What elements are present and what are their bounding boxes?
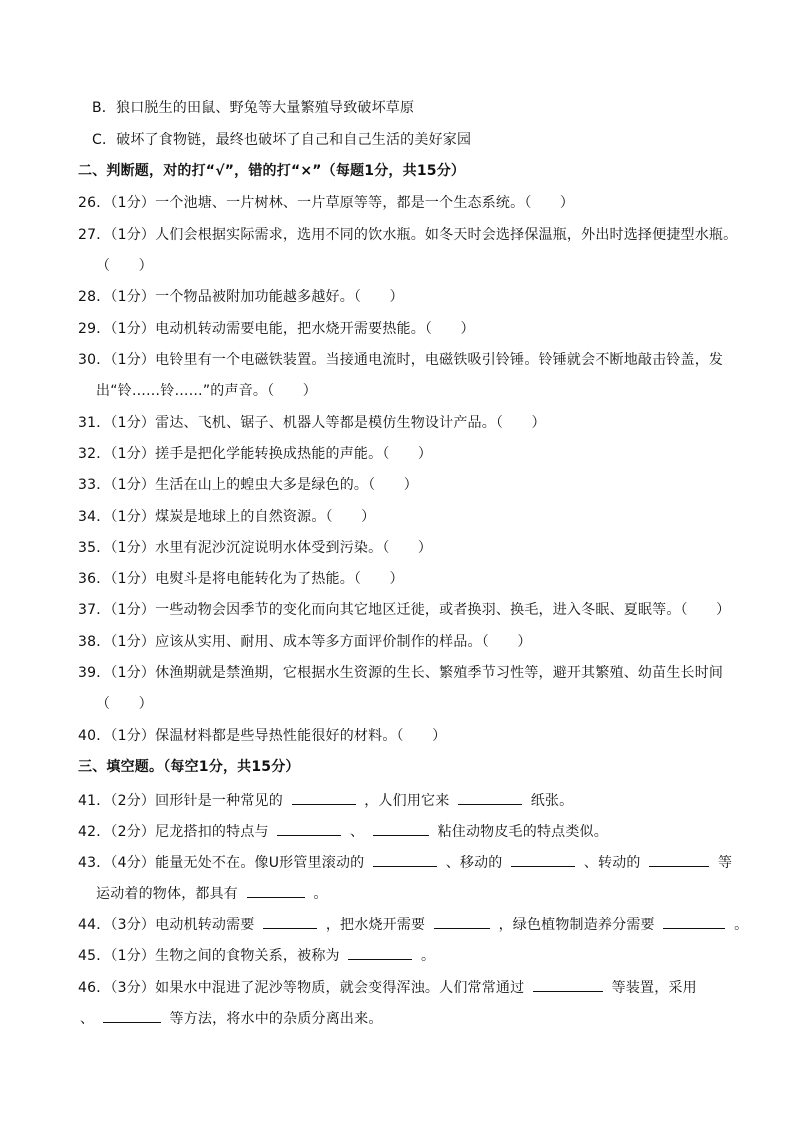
q46-text-4: 等方法，将水中的杂质分离出来。: [169, 1011, 383, 1027]
question-46: [78, 977, 697, 997]
q41-text-3: 纸张。: [530, 793, 574, 809]
q44-text-4: 。: [734, 917, 749, 933]
q45-text-1: 45．（1分）生物之间的食物关系，被称为: [78, 948, 340, 964]
q43-text-1: 43．（4分）能量无处不在。像U形管里滚动的: [78, 855, 365, 871]
question-33: 33．（1分）生活在山上的蝗虫大多是绿色的。（ ）: [78, 477, 418, 493]
question-39-paren: （ ）: [96, 696, 153, 712]
question-41: [78, 790, 573, 810]
question-31: 31．（1分）雷达、飞机、锯子、机器人等都是模仿生物设计产品。（ ）: [78, 415, 546, 431]
question-26: 26．（1分）一个池塘、一片树林、一片草原等等，都是一个生态系统。（ ）: [78, 195, 575, 211]
answer-blank[interactable]: [458, 790, 522, 805]
q43-text-6: 。: [313, 886, 328, 902]
question-28: 28．（1分）一个物品被附加功能越多越好。（ ）: [78, 289, 404, 305]
q42-text-3: 粘住动物皮毛的特点类似。: [437, 824, 608, 840]
question-39: 39．（1分）休渔期就是禁渔期，它根据水生资源的生长、繁殖季节习性等，避开其繁殖、幼苗生长时间: [78, 665, 724, 681]
question-43-cont: [96, 883, 328, 903]
question-38: 38．（1分）应该从实用、耐用、成本等多方面评价制作的样品。（ ）: [78, 634, 532, 650]
q43-text-2: 、移动的: [445, 855, 503, 871]
q43-text-5: 运动着的物体，都具有: [96, 886, 238, 902]
answer-blank[interactable]: [247, 883, 305, 898]
question-40: 40．（1分）保温材料都是些导热性能很好的材料。（ ）: [78, 728, 447, 744]
q46-text-3: 、: [80, 1011, 95, 1027]
question-44: [78, 914, 748, 934]
question-46-cont: [80, 1008, 383, 1028]
q43-text-3: 、转动的: [583, 855, 641, 871]
answer-blank[interactable]: [103, 1008, 161, 1023]
option-c: C．破坏了食物链，最终也破坏了自己和自己生活的美好家园: [92, 132, 472, 148]
question-37: 37．（1分）一些动物会因季节的变化而向其它地区迁徙，或者换羽、换毛，进入冬眠、夏眠等。（ ）: [78, 602, 731, 618]
q42-text-2: 、: [350, 824, 365, 840]
section-2-header: 二、判断题，对的打“√”，错的打“×”（每题1分，共15分）: [78, 163, 466, 179]
q44-text-3: ，绿色植物制造养分需要: [498, 917, 655, 933]
answer-blank[interactable]: [292, 790, 356, 805]
question-30-cont: 出“铃……铃……”的声音。（ ）: [96, 383, 317, 399]
answer-blank[interactable]: [533, 977, 603, 992]
q43-text-4: 等: [717, 855, 733, 871]
q45-text-2: 。: [421, 948, 436, 964]
answer-blank[interactable]: [348, 945, 412, 960]
question-45: [78, 945, 435, 965]
question-43: [78, 852, 732, 872]
q44-text-2: ，把水烧开需要: [325, 917, 426, 933]
answer-blank[interactable]: [663, 914, 725, 929]
question-36: 36．（1分）电熨斗是将电能转化为了热能。（ ）: [78, 571, 404, 587]
answer-blank[interactable]: [277, 821, 341, 836]
answer-blank[interactable]: [373, 852, 437, 867]
q44-text-1: 44．（3分）电动机转动需要: [78, 917, 255, 933]
section-3-header: 三、填空题。（每空1分，共15分）: [78, 759, 300, 775]
q41-text-1: 41．（2分）回形针是一种常见的: [78, 793, 283, 809]
q42-text-1: 42．（2分）尼龙搭扣的特点与: [78, 824, 269, 840]
answer-blank[interactable]: [263, 914, 317, 929]
answer-blank[interactable]: [511, 852, 575, 867]
answer-blank[interactable]: [373, 821, 429, 836]
option-b: B．狼口脱生的田鼠、野兔等大量繁殖导致破坏草原: [92, 100, 415, 116]
answer-blank[interactable]: [434, 914, 490, 929]
q41-text-2: ，人们用它来: [364, 793, 450, 809]
question-34: 34．（1分）煤炭是地球上的自然资源。（ ）: [78, 509, 376, 525]
question-27: 27．（1分）人们会根据实际需求，选用不同的饮水瓶。如冬天时会选择保温瓶，外出时选择便捷型水瓶。: [78, 227, 738, 243]
question-30: 30．（1分）电铃里有一个电磁铁装置。当接通电流时，电磁铁吸引铃锤。铃锤就会不断地敲击铃盖，发: [78, 352, 724, 368]
question-27-paren: （ ）: [96, 258, 153, 274]
q46-text-2: 等装置，采用: [611, 980, 697, 996]
question-29: 29．（1分）电动机转动需要电能，把水烧开需要热能。（ ）: [78, 321, 475, 337]
question-35: 35．（1分）水里有泥沙沉淀说明水体受到污染。（ ）: [78, 540, 433, 556]
question-32: 32．（1分）搓手是把化学能转换成热能的声能。（ ）: [78, 446, 433, 462]
q46-text-1: 46．（3分）如果水中混进了泥沙等物质，就会变得浑浊。人们常常通过: [78, 980, 525, 996]
answer-blank[interactable]: [649, 852, 709, 867]
question-42: [78, 821, 608, 841]
